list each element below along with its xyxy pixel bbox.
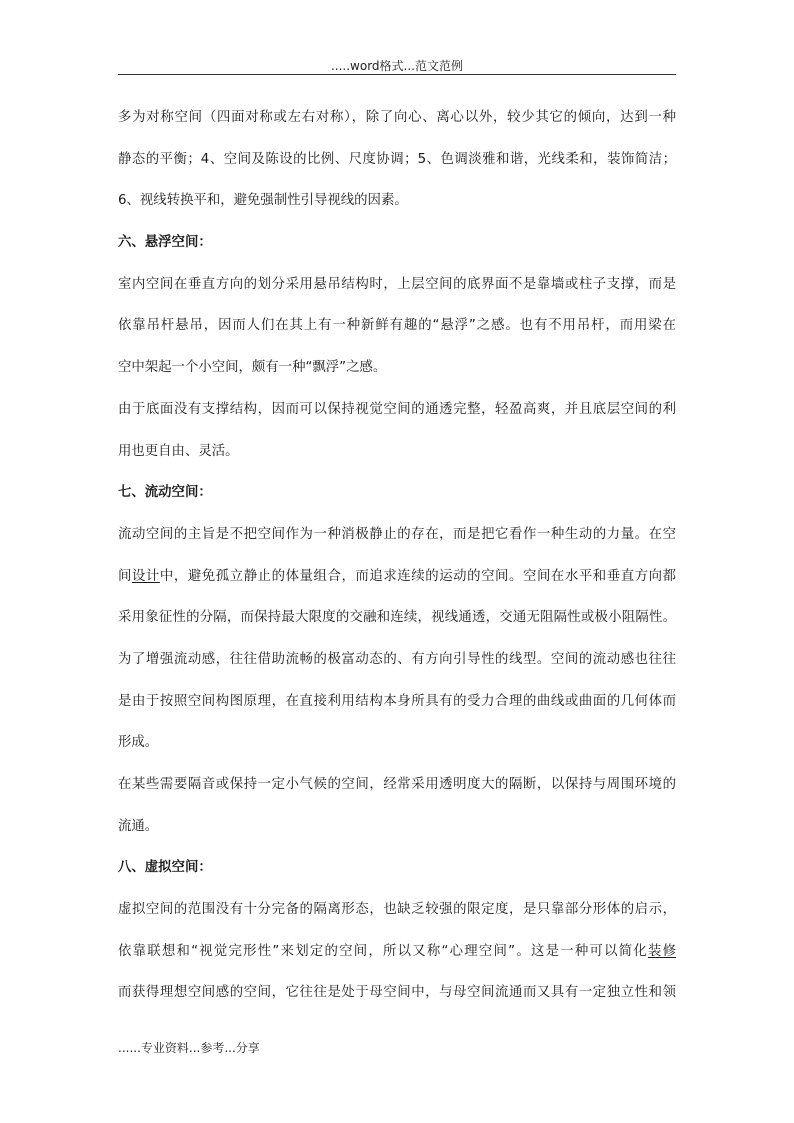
text-line: 流通。 <box>118 818 159 834</box>
text-line: 采用象征性的分隔，而保持最大限度的交融和连续，视线通透，交通无阻隔性或极小阻隔性。 <box>118 610 676 626</box>
text-line: 形成。 <box>118 735 159 751</box>
text-line: 而获得理想空间感的空间，它往往是处于母空间中，与母空间流通而又具有一定独立性和领 <box>118 985 676 1001</box>
text-line: 间设计中，避免孤立静止的体量组合，而追求连续的运动的空间。空间在水平和垂直方向都 <box>118 568 676 584</box>
text-line: 依靠吊杆悬吊，因而人们在其上有一种新鲜有趣的“悬浮”之感。也有不用吊杆，而用梁在 <box>118 318 676 334</box>
page-header: .....word格式...范文范例 <box>330 59 463 73</box>
underlined-term: 设计 <box>131 568 160 584</box>
text-line: 为了增强流动感，往往借助流畅的极富动态的、有方向引导性的线型。空间的流动感也往往 <box>118 651 676 667</box>
header-divider <box>118 74 676 75</box>
document-body <box>118 104 676 1021</box>
text-line: 室内空间在垂直方向的划分采用悬吊结构时，上层空间的底界面不是靠墙或柱子支撑，而是 <box>118 276 676 292</box>
text-line: 空中架起一个小空间，颇有一种“飘浮”之感。 <box>118 360 387 376</box>
text-line: 虚拟空间的范围没有十分完备的隔离形态，也缺乏较强的限定度，是只靠部分形体的启示， <box>118 902 676 918</box>
page-footer: ......专业资料...参考...分享 <box>118 1041 260 1055</box>
text-line: 是由于按照空间构图原理，在直接利用结构本身所具有的受力合理的曲线或曲面的几何体而 <box>118 693 676 709</box>
text-line: 流动空间的主旨是不把空间作为一种消极静止的存在，而是把它看作一种生动的力量。在空 <box>118 526 676 542</box>
section-heading: 六、悬浮空间： <box>118 235 212 251</box>
text-line: 用也更自由、灵活。 <box>118 443 239 459</box>
text-line: 静态的平衡；4、空间及陈设的比例、尺度协调；5、色调淡雅和谐，光线柔和，装饰简洁； <box>118 151 676 167</box>
text-line: 多为对称空间（四面对称或左右对称），除了向心、离心以外，较少其它的倾向，达到一种 <box>118 110 676 125</box>
text-line: 由于底面没有支撑结构，因而可以保持视觉空间的通透完整，轻盈高爽，并且底层空间的利 <box>118 401 676 417</box>
underlined-term: 装修 <box>647 943 676 959</box>
text-line: 依靠联想和“视觉完形性”来划定的空间，所以又称“心理空间”。这是一种可以简化装修 <box>118 943 676 959</box>
section-heading: 八、虚拟空间： <box>118 860 212 876</box>
text-line: 6、视线转换平和，避免强制性引导视线的因素。 <box>118 193 408 209</box>
text-line: 在某些需要隔音或保持一定小气候的空间，经常采用透明度大的隔断，以保持与周围环境的 <box>118 777 676 792</box>
section-heading: 七、流动空间： <box>118 485 212 501</box>
